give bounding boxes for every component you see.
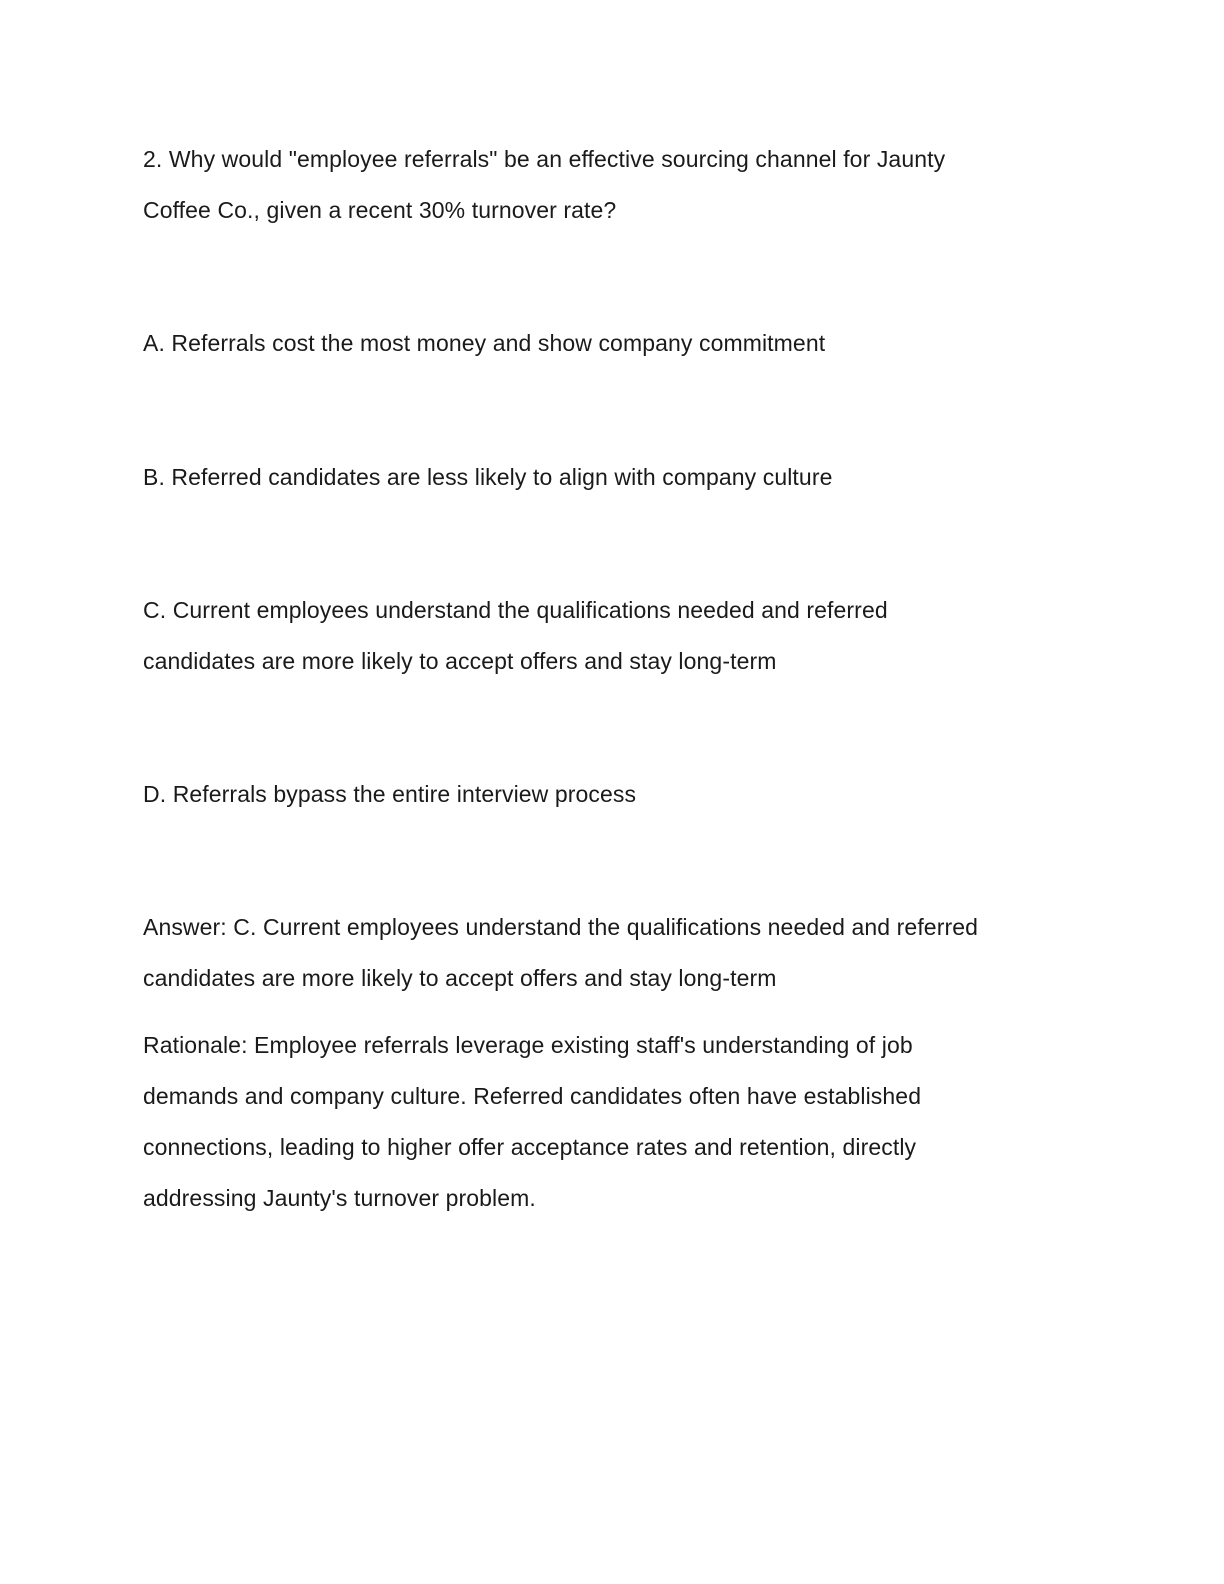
question-line-1: 2. Why would "employee referrals" be an effective sourcing channel for Jaunty (143, 146, 946, 172)
option-b-text: B. Referred candidates are less likely to align with company culture (143, 464, 833, 490)
rationale-line-3: connections, leading to higher offer acceptance rates and retention, directly (143, 1134, 917, 1160)
answer-text (143, 902, 1083, 1004)
option-c-line-1: C. Current employees understand the qualifications needed and referred (143, 597, 888, 623)
rationale-line-4: addressing Jaunty's turnover problem. (143, 1185, 536, 1211)
option-b (143, 452, 1083, 503)
rationale-text (143, 1020, 1083, 1224)
option-d (143, 769, 1083, 820)
question-line-2: Coffee Co., given a recent 30% turnover rate? (143, 197, 617, 223)
answer-line-1: Answer: C. Current employees understand the qualifications needed and referred (143, 914, 979, 940)
rationale-line-2: demands and company culture. Referred candidates often have established (143, 1083, 922, 1109)
option-a-text: A. Referrals cost the most money and show company commitment (143, 330, 826, 356)
question-text (143, 134, 1083, 236)
option-d-text: D. Referrals bypass the entire interview process (143, 781, 637, 807)
option-a (143, 318, 1083, 369)
rationale-line-1: Rationale: Employee referrals leverage existing staff's understanding of job (143, 1032, 913, 1058)
answer-line-2: candidates are more likely to accept offers and stay long-term (143, 965, 777, 991)
option-c-line-2: candidates are more likely to accept offers and stay long-term (143, 648, 777, 674)
option-c (143, 585, 1083, 687)
